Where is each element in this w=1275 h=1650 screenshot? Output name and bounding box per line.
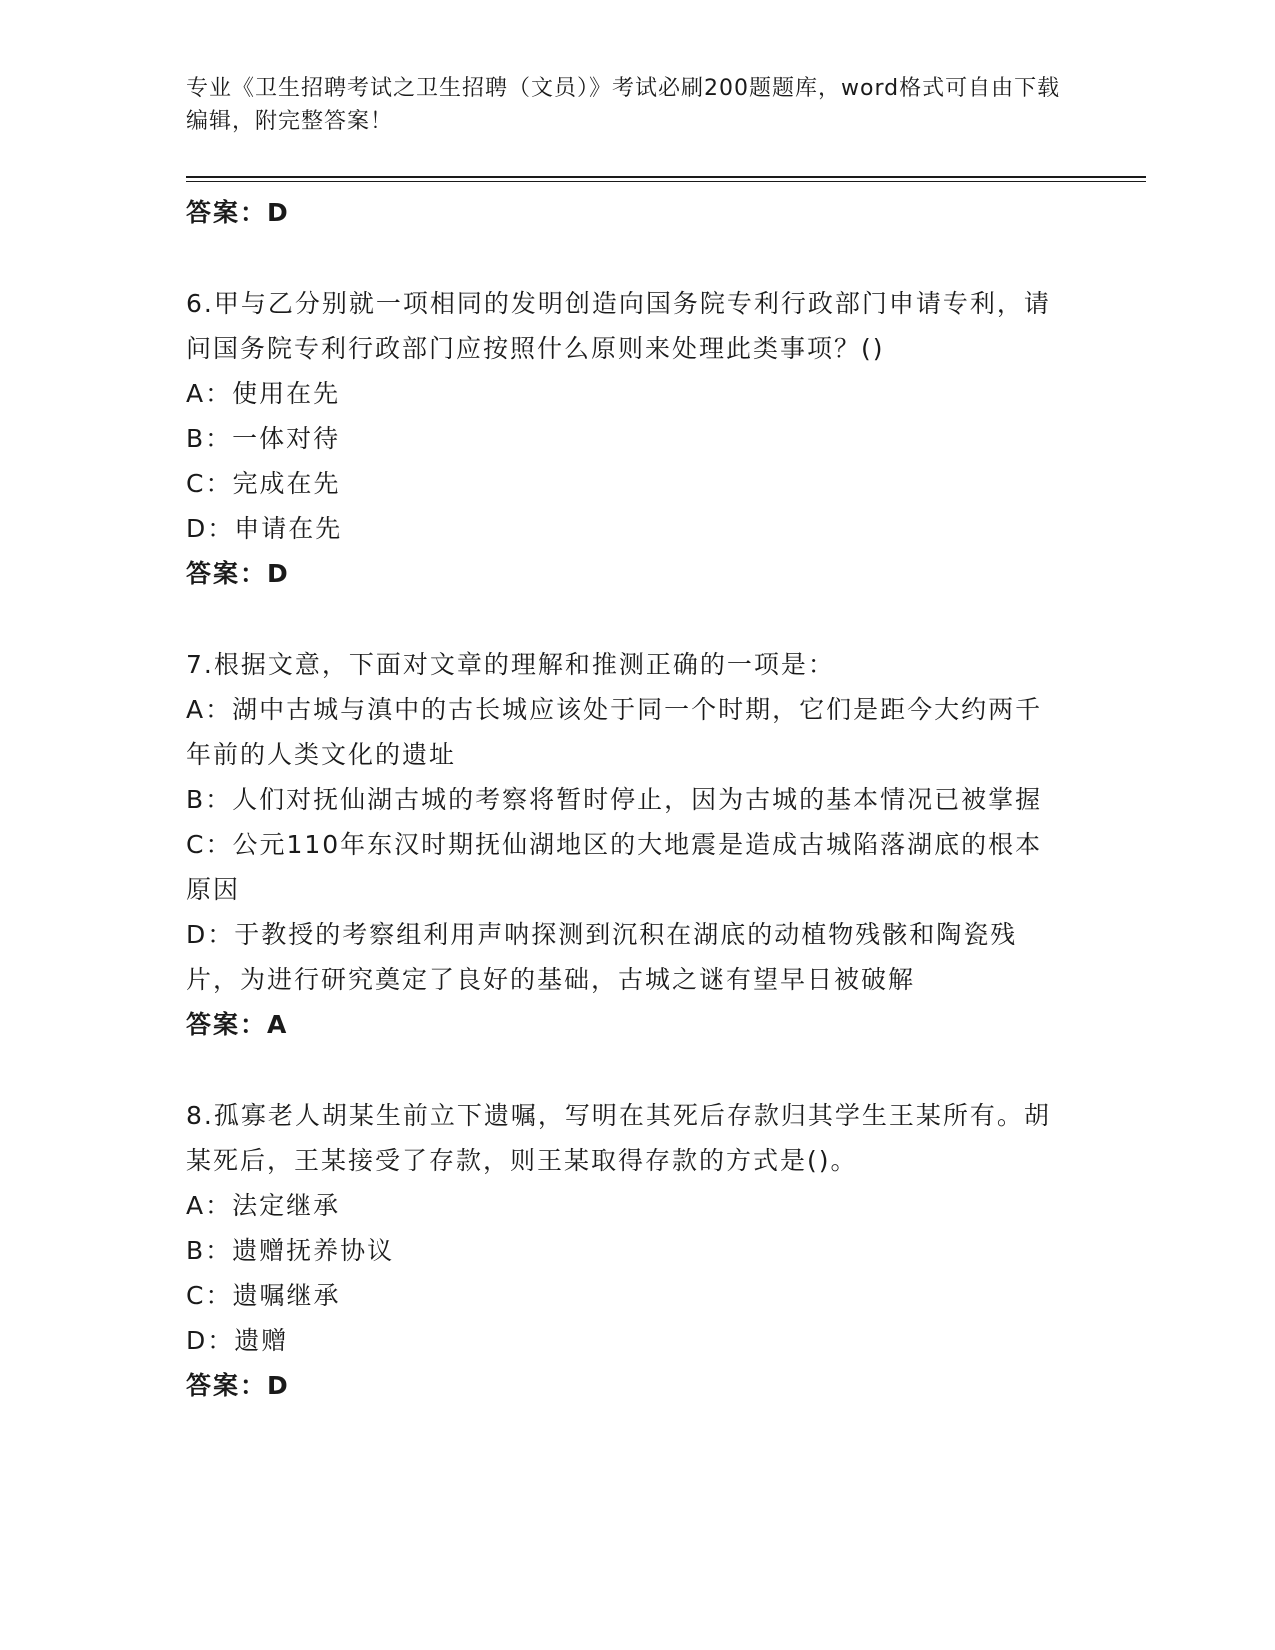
question-stem: 8.孤寡老人胡某生前立下遗嘱，写明在其死后存款归其学生王某所有。胡某死后，王某接受了存款，则王某取得存款的方式是()。	[186, 1101, 1051, 1175]
option-b: B：一体对待	[186, 424, 341, 453]
question-stem: 7.根据文意，下面对文章的理解和推测正确的一项是：	[186, 650, 835, 679]
answer-label: 答案：D	[186, 559, 290, 588]
question-block	[186, 1093, 1066, 1408]
header-divider	[186, 176, 1146, 178]
option-a: A：使用在先	[186, 379, 341, 408]
option-c: C：完成在先	[186, 469, 341, 498]
option-b: B：人们对抚仙湖古城的考察将暂时停止，因为古城的基本情况已被掌握	[186, 785, 1043, 814]
spacer	[186, 596, 1066, 642]
question-block	[186, 281, 1066, 596]
answer-label: 答案：D	[186, 198, 290, 227]
question-block	[186, 642, 1066, 1047]
option-d: D：遗赠	[186, 1326, 289, 1355]
option-d: D：申请在先	[186, 514, 343, 543]
question-stem: 6.甲与乙分别就一项相同的发明创造向国务院专利行政部门申请专利，请问国务院专利行政部门应按照什么原则来处理此类事项？()	[186, 289, 1051, 363]
document-body	[186, 190, 1066, 1408]
answer-label: 答案：A	[186, 1010, 289, 1039]
option-c: C：遗嘱继承	[186, 1281, 341, 1310]
answer-label: 答案：D	[186, 1371, 290, 1400]
spacer	[186, 1047, 1066, 1093]
spacer	[186, 235, 1066, 281]
option-a: A：法定继承	[186, 1191, 341, 1220]
document-header: 专业《卫生招聘考试之卫生招聘（文员）》考试必刷200题题库，word格式可自由下载编辑，附完整答案！	[186, 76, 1061, 134]
option-b: B：遗赠抚养协议	[186, 1236, 395, 1265]
header-divider-thin	[186, 181, 1146, 182]
option-c: C：公元110年东汉时期抚仙湖地区的大地震是造成古城陷落湖底的根本原因	[186, 830, 1043, 904]
option-d: D：于教授的考察组利用声呐探测到沉积在湖底的动植物残骸和陶瓷残片，为进行研究奠定了良好的基础，古城之谜有望早日被破解	[186, 920, 1018, 994]
option-a: A：湖中古城与滇中的古长城应该处于同一个时期，它们是距今大约两千年前的人类文化的遗址	[186, 695, 1043, 769]
